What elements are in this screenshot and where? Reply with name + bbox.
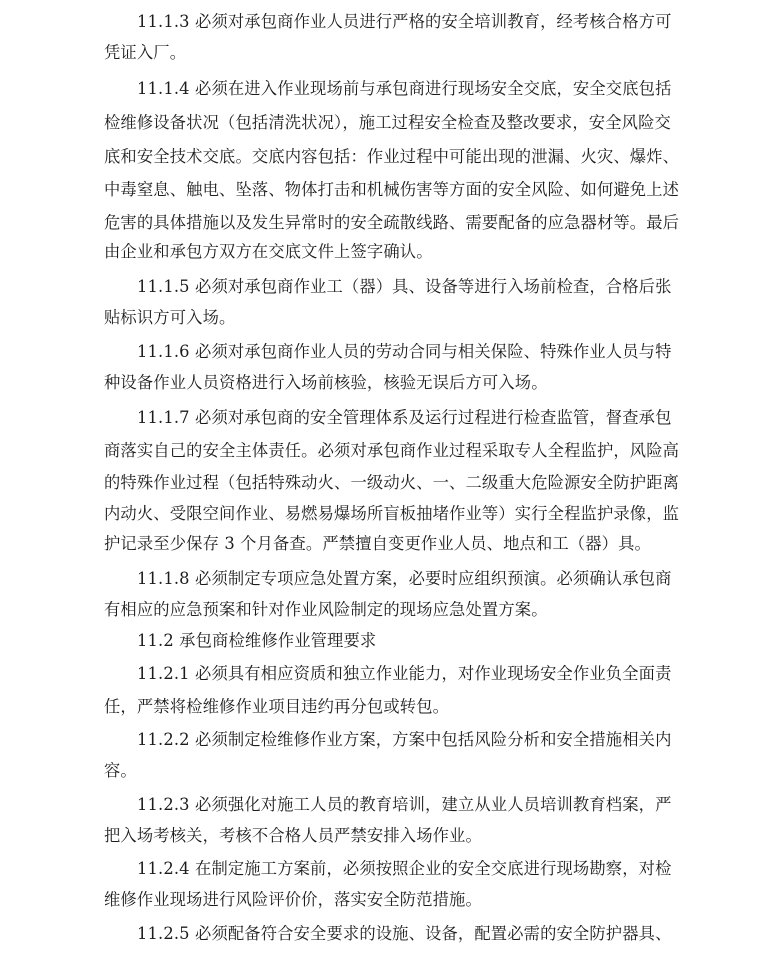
paragraph-line: 商落实自己的安全主体责任。必须对承包商作业过程采取专人全程监护，风险高 [104, 441, 680, 460]
paragraph-line: 11.2.5 必须配备符合安全要求的设施、设备，配置必需的安全防护器具、 [137, 924, 672, 943]
paragraph-line: 11.2.4 在制定施工方案前，必须按照企业的安全交底进行现场勘察，对检 [137, 859, 672, 878]
paragraph-line: 11.2.2 必须制定检维修作业方案，方案中包括风险分析和安全措施相关内 [137, 730, 672, 749]
paragraph-line: 11.1.7 必须对承包商的安全管理体系及运行过程进行检查监管，督查承包 [137, 408, 672, 427]
paragraph-line: 中毒窒息、触电、坠落、物体打击和机械伤害等方面的安全风险、如何避免上述 [104, 180, 680, 199]
paragraph-line: 把入场考核关，考核不合格人员严禁安排入场作业。 [104, 826, 482, 845]
paragraph-line: 任，严禁将检维修作业项目违约再分包或转包。 [104, 697, 450, 716]
paragraph-line: 维修作业现场进行风险评价价，落实安全防范措施。 [104, 890, 482, 909]
section-heading: 11.2 承包商检维修作业管理要求 [137, 631, 377, 650]
paragraph-line: 11.1.8 必须制定专项应急处置方案，必要时应组织预演。必须确认承包商 [137, 569, 672, 588]
paragraph-line: 危害的具体措施以及发生异常时的安全疏散线路、需要配备的应急器材等。最后 [104, 213, 680, 232]
paragraph-line: 护记录至少保存 3 个月备查。严禁擅自变更作业人员、地点和工（器）具。 [104, 534, 651, 553]
paragraph-line: 11.2.3 必须强化对施工人员的教育培训，建立从业人员培训教育档案，严 [137, 795, 672, 814]
paragraph-line: 11.2.1 必须具有相应资质和独立作业能力，对作业现场安全作业负全面责 [137, 664, 672, 683]
paragraph-line: 检维修设备状况（包括清洗状况），施工过程安全检查及整改要求，安全风险交 [104, 113, 671, 132]
paragraph-line: 凭证入厂。 [104, 43, 187, 62]
paragraph-line: 11.1.5 必须对承包商作业工（器）具、设备等进行入场前检查，合格后张 [137, 277, 672, 296]
paragraph-line: 11.1.3 必须对承包商作业人员进行严格的安全培训教育，经考核合格方可 [137, 12, 672, 31]
paragraph-line: 贴标识方可入场。 [104, 308, 236, 327]
paragraph-line: 容。 [104, 761, 137, 780]
paragraph-line: 有相应的应急预案和针对作业风险制定的现场应急处置方案。 [104, 600, 548, 619]
paragraph-line: 11.1.4 必须在进入作业现场前与承包商进行现场安全交底，安全交底包括 [137, 79, 672, 98]
paragraph-line: 由企业和承包方双方在交底文件上签字确认。 [104, 242, 433, 261]
paragraph-line: 11.1.6 必须对承包商作业人员的劳动合同与相关保险、特殊作业人员与特 [137, 342, 672, 361]
paragraph-line: 种设备作业人员资格进行入场前核验，核验无误后方可入场。 [104, 373, 548, 392]
paragraph-line: 的特殊作业过程（包括特殊动火、一级动火、一、二级重大危险源安全防护距离 [104, 473, 680, 492]
paragraph-line: 底和安全技术交底。交底内容包括：作业过程中可能出现的泄漏、火灾、爆炸、 [104, 147, 680, 166]
paragraph-line: 内动火、受限空间作业、易燃易爆场所盲板抽堵作业等）实行全程监护录像，监 [104, 504, 680, 523]
